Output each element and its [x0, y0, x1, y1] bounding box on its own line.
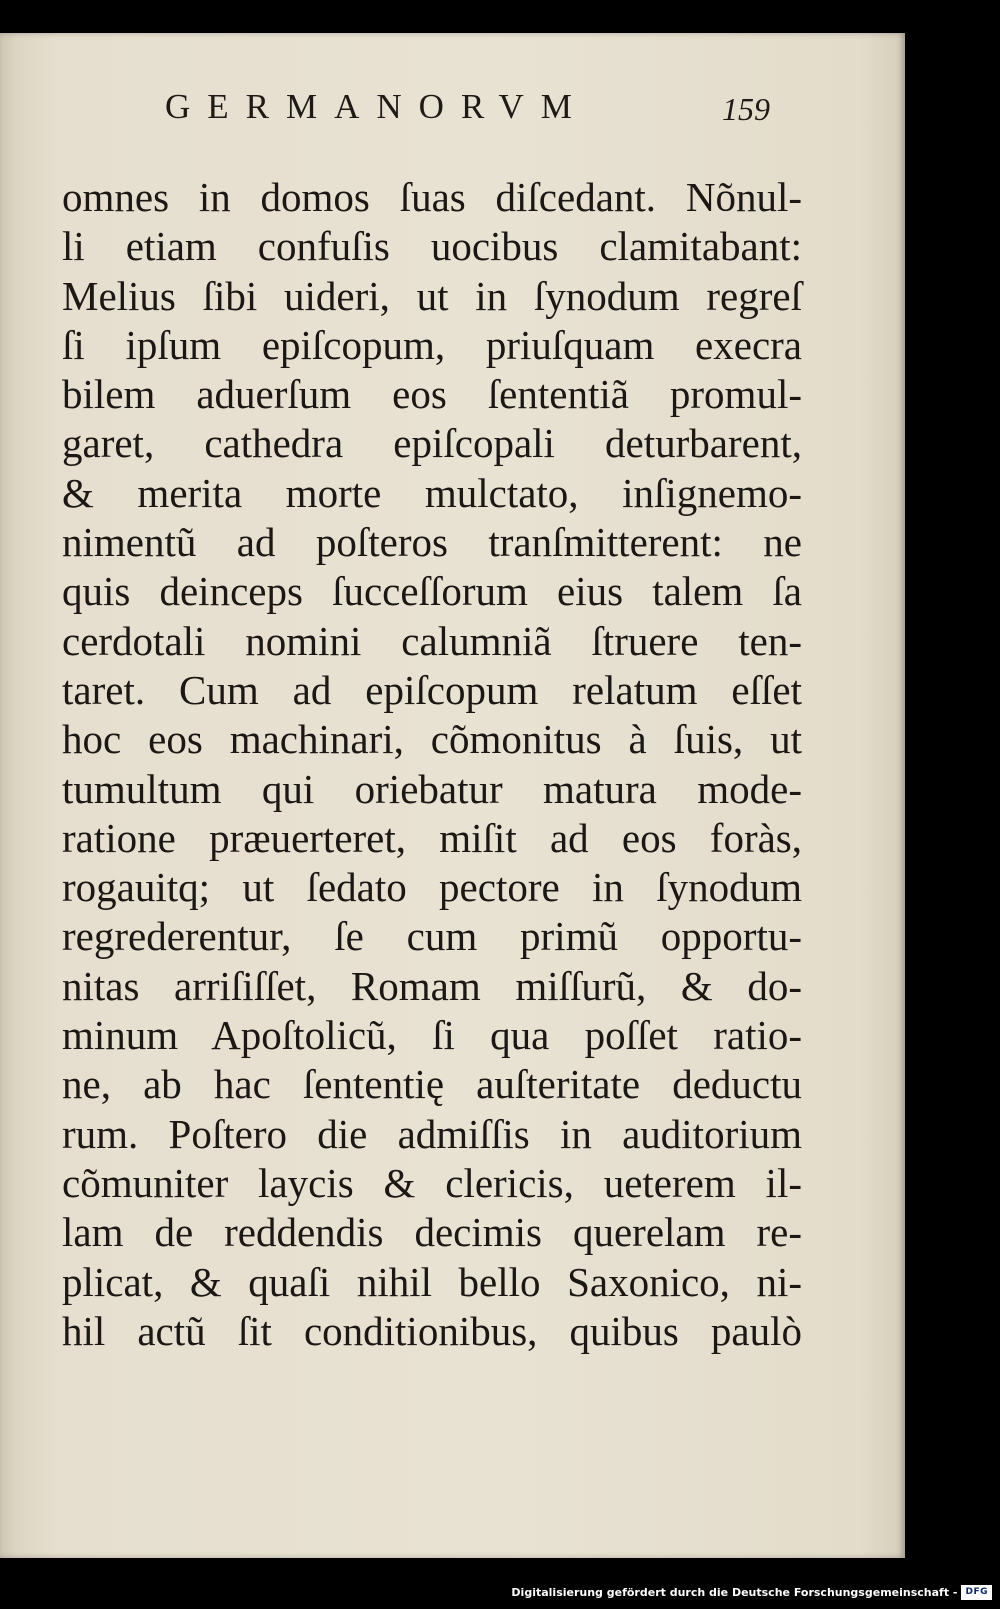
- text-line: & merita morte mulctato, inſignemo-: [62, 469, 802, 516]
- text-line: cõmuniter laycis & clericis, ueterem il-: [62, 1159, 802, 1206]
- text-line: hoc eos machinari, cõmonitus à ſuis, ut: [62, 716, 802, 763]
- text-line: lam de reddendis decimis querelam re-: [62, 1209, 802, 1256]
- text-line: omnes in domos ſuas diſcedant. Nõnul-: [62, 174, 802, 220]
- text-line: garet, cathedra epiſcopali deturbarent,: [62, 420, 802, 467]
- text-line: li etiam confuſis uocibus clamitabant:: [62, 223, 802, 270]
- text-line: ratione præuerteret, miſit ad eos foràs,: [62, 814, 802, 861]
- text-line: regrederentur, ſe cum primũ opportu-: [62, 913, 802, 960]
- text-line: nitas arriſiſſet, Romam miſſurũ, & do-: [62, 962, 802, 1009]
- credit-text: Digitalisierung gefördert durch die Deutsche Forschungsgemeinschaft -: [511, 1585, 958, 1599]
- text-line: cerdotali nomini calumniã ſtruere ten-: [62, 617, 802, 664]
- text-line: ne, ab hac ſententię auſteritate deductu: [62, 1061, 802, 1108]
- text-line: ſi ipſum epiſcopum, priuſquam execra: [62, 321, 802, 368]
- text-line: bilem aduerſum eos ſententiã promul-: [62, 371, 802, 418]
- text-line: hil actũ ſit conditionibus, quibus paulò: [62, 1307, 802, 1354]
- text-line: plicat, & quaſi nihil bello Saxonico, ni-: [62, 1258, 802, 1305]
- text-line: nimentũ ad poſteros tranſmitterent: ne: [62, 519, 802, 566]
- text-line: rogauitq; ut ſedato pectore in ſynodum: [62, 864, 802, 911]
- text-line: rum. Poſtero die admiſſis in auditorium: [62, 1110, 802, 1157]
- body-text: [62, 173, 802, 1356]
- text-line: Melius ſibi uideri, ut in ſynodum regreſ: [62, 272, 802, 319]
- page-number: 159: [722, 91, 770, 127]
- text-line: taret. Cum ad epiſcopum relatum eſſet: [62, 666, 802, 713]
- text-line: minum Apoſtolicũ, ſi qua poſſet ratio-: [62, 1012, 802, 1059]
- running-head: GERMANORVM: [165, 87, 589, 126]
- digitization-credit: [511, 1583, 992, 1601]
- dfg-logo: DFG: [961, 1585, 992, 1600]
- text-line: tumultum qui oriebatur matura mode-: [62, 765, 802, 812]
- text-line: quis deinceps ſucceſſorum eius talem ſa: [62, 568, 802, 615]
- book-page: [0, 33, 905, 1558]
- page-header: [0, 87, 905, 137]
